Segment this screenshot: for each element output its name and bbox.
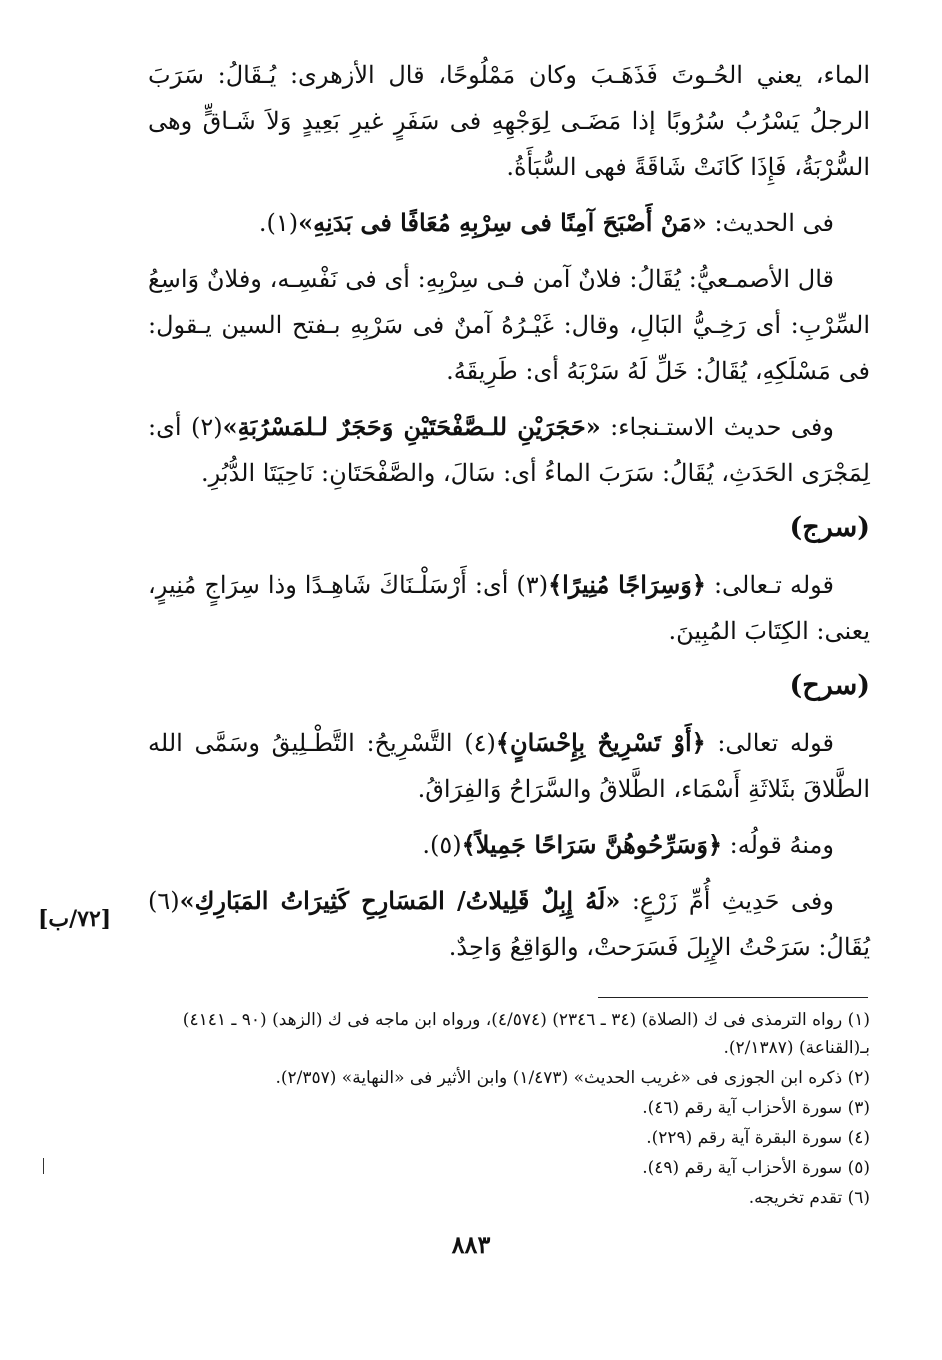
paragraph-lead: قوله تعالى: [705, 729, 835, 757]
paragraph-tail: (٢) أى: لِمَجْرَى الحَدَثِ، يُقَالُ: سَرَبَ الماءُ أى: سَالَ، والصَّفْحَتَانِ: نَاحِيَتَا الدُّبُرِ. [148, 413, 870, 487]
paragraph-hadith-safe [148, 200, 870, 246]
quran-quote: ﴿وَسِرَاجًا مُنِيرًا﴾ [548, 570, 706, 599]
paragraph-lead: وفى حَدِيثِ أُمِّ زَرْعٍ: [620, 887, 834, 915]
footnote-3: (٣) سورة الأحزاب آية رقم (٤٦). [642, 1098, 870, 1118]
quran-quote: ﴿وَسَرِّحُوهُنَّ سَرَاحًا جَمِيلاً﴾ [461, 830, 723, 859]
paragraph-asmai [148, 256, 870, 394]
footnote-2: (٢) ذكره ابن الجوزى فى «غريب الحديث» (١/٤٧٣) وابن الأثير فى «النهاية» (٢/٣٥٧). [275, 1068, 870, 1088]
footnote-ref: (١). [258, 209, 299, 237]
paragraph-lead: وفى حديث الاستـنجاء: [600, 413, 834, 441]
hadith-quote: «مَنْ أَصْبَحَ آمِنًا فى سِرْبِهِ مُعَافًا فى بَدَنِهِ» [298, 208, 707, 237]
manuscript-folio-ref: [٧٢/ب] [38, 906, 112, 932]
paragraph-sarab-continuation [148, 52, 870, 190]
paragraph-tail: (٤) التَّسْرِيحُ: التَّطْـلِيقُ وسَمَّى الله الطَّلاقَ بثَلاثَةِ أَسْمَاء، الطَّلاقُ والسَّرَاحُ وَالفِرَاقُ. [148, 729, 870, 803]
paragraph-text: الماء، يعني الحُـوتَ فَذَهَـبَ وكان مَمْلُوحًا، قال الأزهرى: يُـقَالُ: سَرَبَ الرجلُ يَسْرُبُ سُرُوبًا إذا مَضَـى لِوَجْهِهِ فى سَفَرٍ غيرِ بَعِيدٍ وَلاَ شَـاقٍّ وهى السُّرْبَةُ، فَإِذَا كَانَتْ شَاقَةً فهى السُّبَأَةُ. [148, 61, 870, 181]
paragraph-tail: (٦) يُقَالُ: سَرَحْتُ الإِبِلَ فَسَرَحتْ، والوَاقِعُ وَاحِدٌ. [148, 887, 870, 961]
section-heading-saraj: (سرج) [789, 512, 870, 543]
hadith-quote: «لَهُ إِبِلٌ قَلِيلاتُ/ المَسَارِحِ كَثِيرَاتُ المَبَارِكِ» [179, 886, 621, 915]
paragraph-umm-zar [148, 878, 870, 970]
page-number: ٨٨٣ [451, 1230, 491, 1259]
paragraph-text: قال الأصمـعيُّ: يُقَالُ: فلانٌ آمن فـى سِرْبِهِ: أى فى نَفْسِـه، وفلانٌ وَاسِعُ السِّرْبِ: أى رَخِـيُّ البَالِ، وقال: غَيْـرُهُ آمنٌ فى سَرْبِهِ بـفتح السين يـقول: فى مَسْلَكِهِ، يُقَالُ: خَلِّ لَهُ سَرْبَهُ أى: طَرِيقَهُ. [148, 265, 870, 385]
footnote-6: (٦) تقدم تخريجه. [748, 1188, 870, 1208]
paragraph-tail: (٣) أى: أَرْسَلْـنَاكَ شَاهِـدًا وذا سِرَاجٍ مُنِيرٍ، يعنى: الكِتَابَ المُبِينَ. [148, 571, 870, 645]
paragraph-tasrih [148, 720, 870, 812]
paragraph-lead: ومنهُ قولُه: [722, 831, 834, 859]
main-text [148, 52, 870, 980]
quran-quote: ﴿أَوْ تَسْرِيحٌ بِإِحْسَانٍ﴾ [495, 728, 706, 757]
paragraph-lead: فى الحديث: [706, 209, 834, 237]
footnote-5: (٥) سورة الأحزاب آية رقم (٤٩). [642, 1158, 870, 1178]
scan-mark [43, 1158, 44, 1174]
paragraph-siraj [148, 562, 870, 654]
paragraph-lead: قوله تـعالى: [705, 571, 835, 599]
paragraph-istinja [148, 404, 870, 496]
footnotes [150, 1006, 870, 1214]
paragraph-sarrihuhunna [148, 822, 870, 868]
footnote-1: (١) رواه الترمذى فى ك (الصلاة) (٣٤ ـ ٢٣٤٦) (٤/٥٧٤)، ورواه ابن ماجه فى ك (الزهد) (٩٠ ـ ٤١٤١) بـ(القناعة) (٢/١٣٨٧). [182, 1010, 870, 1058]
hadith-quote: «حَجَرَيْنِ للـصَّفْحَتَيْنِ وَحَجَرٌ لـلمَسْرُبَةِ» [222, 412, 601, 441]
footnote-ref: (٥). [422, 831, 462, 859]
footnote-4: (٤) سورة البقرة آية رقم (٢٢٩). [646, 1128, 870, 1148]
footnote-divider [598, 997, 868, 998]
section-heading-sarah: (سرح) [789, 670, 870, 701]
